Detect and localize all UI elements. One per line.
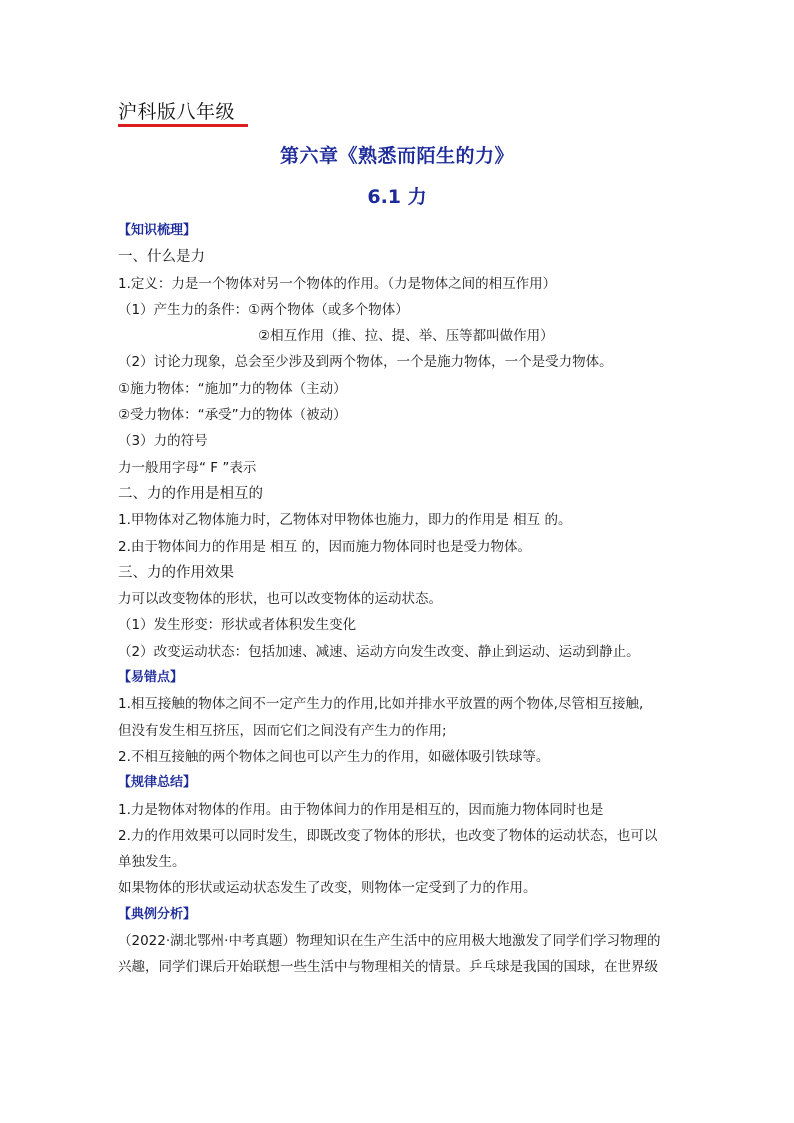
text-line: 1.定义：力是一个物体对另一个物体的作用。（力是物体之间的相互作用） xyxy=(118,275,557,292)
text-line: ②相互作用（推、拉、提、举、压等都叫做作用） xyxy=(258,328,554,345)
text-line: （1）发生形变：形状或者体积发生变化 xyxy=(118,617,357,634)
document-body xyxy=(118,218,688,981)
text-line: 力一般用字母“ F ”表示 xyxy=(118,459,257,476)
text-line: （2022·湖北鄂州·中考真题）物理知识在生产生活中的应用极大地激发了同学们学习物理的 xyxy=(118,933,661,950)
text-line: （2）讨论力现象，总会至少涉及到两个物体，一个是施力物体，一个是受力物体。 xyxy=(118,354,613,371)
text-line: （1）产生力的条件：①两个物体（或多个物体） xyxy=(118,301,409,318)
text-line: （2）改变运动状态：包括加速、减速、运动方向发生改变、静止到运动、运动到静止。 xyxy=(118,643,640,660)
text-line: 1.力是物体对物体的作用。由于物体间力的作用是相互的，因而施力物体同时也是 xyxy=(118,801,604,818)
heading-what-is-force: 一、什么是力 xyxy=(118,249,205,266)
text-line: 单独发生。 xyxy=(118,854,186,871)
text-line: 1.甲物体对乙物体施力时，乙物体对甲物体也施力，即力的作用是 相互 的。 xyxy=(118,512,572,529)
tag-example-analysis: 【典例分析】 xyxy=(118,906,197,922)
tag-knowledge-review: 【知识梳理】 xyxy=(118,223,197,238)
text-line: 1.相互接触的物体之间不一定产生力的作用,比如并排水平放置的两个物体,尽管相互接触, xyxy=(118,696,644,713)
tag-rule-summary: 【规律总结】 xyxy=(118,775,197,791)
text-line: 兴趣，同学们课后开始联想一些生活中与物理相关的情景。乒乓球是我国的国球，在世界级 xyxy=(118,959,658,976)
text-line: 如果物体的形状或运动状态发生了改变，则物体一定受到了力的作用。 xyxy=(118,880,537,897)
text-line: ①施力物体：“施加”力的物体（主动） xyxy=(118,380,347,397)
text-line: 2.由于物体间力的作用是 相互 的，因而施力物体同时也是受力物体。 xyxy=(118,538,531,555)
textbook-edition-label: 沪科版八年级 xyxy=(118,101,236,123)
heading-force-effects: 三、力的作用效果 xyxy=(118,564,234,581)
heading-mutual-force: 二、力的作用是相互的 xyxy=(118,485,263,502)
chapter-title: 第六章《熟悉而陌生的力》 xyxy=(279,145,514,167)
text-line: 但没有发生相互挤压，因而它们之间没有产生力的作用; xyxy=(118,722,447,739)
header-underline xyxy=(118,124,248,127)
tag-common-mistakes: 【易错点】 xyxy=(118,670,184,686)
section-title: 6.1 力 xyxy=(367,186,427,208)
text-line: 2.力的作用效果可以同时发生，即既改变了物体的形状，也改变了物体的运动状态，也可以 xyxy=(118,827,658,844)
text-line: （3）力的符号 xyxy=(118,433,208,450)
text-line: 2.不相互接触的两个物体之间也可以产生力的作用，如磁体吸引铁球等。 xyxy=(118,748,550,765)
text-line: ②受力物体：“承受”力的物体（被动） xyxy=(118,407,347,424)
text-line: 力可以改变物体的形状，也可以改变物体的运动状态。 xyxy=(118,591,442,608)
